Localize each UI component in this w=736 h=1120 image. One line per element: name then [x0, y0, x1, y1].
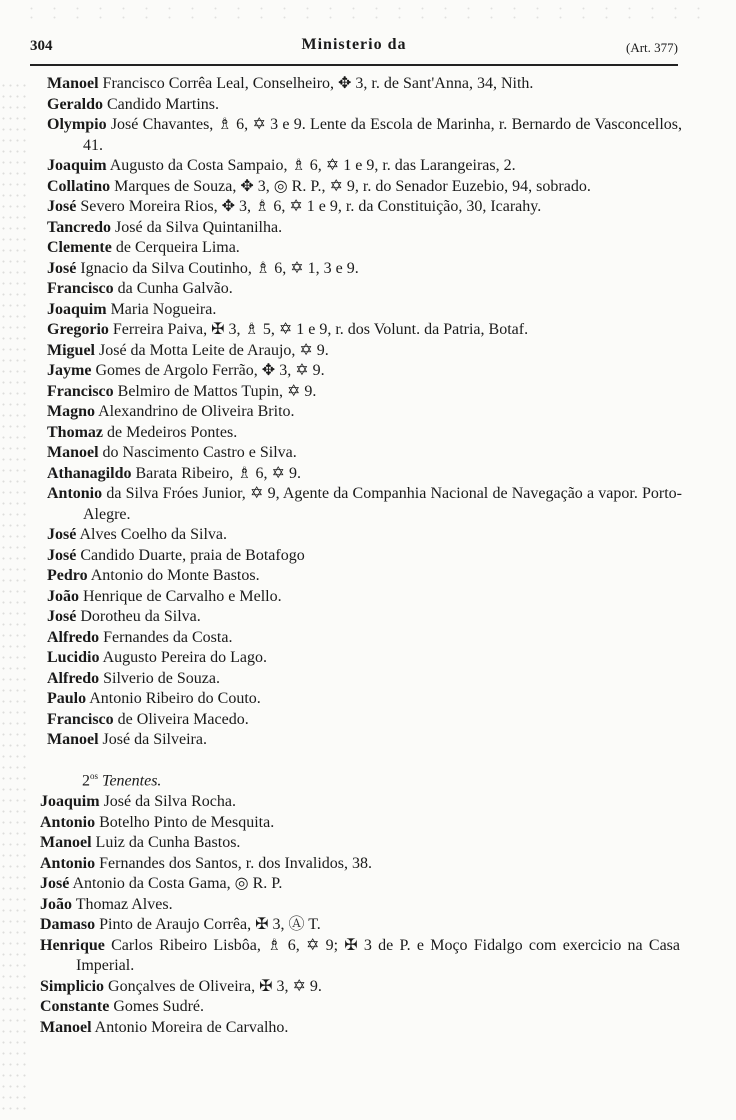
officer-list [47, 74, 682, 751]
entry-name: Alfredo [47, 628, 100, 646]
entry-name: Miguel [47, 341, 95, 359]
entry-text: Gomes Sudré. [109, 998, 204, 1015]
list-item [47, 730, 682, 751]
entry-name: Constante [40, 998, 110, 1015]
second-lieutenants-list [40, 792, 680, 1038]
list-item [47, 484, 682, 525]
entry-text: da Silva Fróes Junior, ✡ 9, Agente da Companhia Nacional de Navegação a vapor. Porto-Alegre. [83, 485, 682, 523]
entry-text: Severo Moreira Rios, ✥ 3, ♗ 6, ✡ 1 e 9, r. da Constituição, 30, Icarahy. [76, 198, 542, 215]
entry-text: Dorotheu da Silva. [76, 608, 201, 625]
list-item [40, 997, 680, 1018]
list-item [40, 792, 680, 813]
entry-name: João [47, 587, 79, 605]
entry-name: Francisco [47, 710, 114, 728]
list-item [47, 689, 682, 710]
entry-name: Lucidio [47, 649, 100, 666]
list-item [47, 443, 682, 464]
list-item [47, 238, 682, 259]
entry-name: Manoel [47, 444, 99, 461]
list-item [40, 1018, 680, 1039]
entry-name: Antonio [40, 813, 96, 831]
running-header [30, 36, 678, 58]
entry-text: Antonio Ribeiro do Couto. [86, 690, 261, 707]
entry-name: Manoel [40, 1018, 92, 1036]
entry-text: Maria Nogueira. [106, 300, 217, 318]
list-item [47, 197, 682, 218]
entry-text: de Oliveira Macedo. [113, 710, 249, 728]
entry-text: José da Silveira. [98, 731, 207, 748]
entry-text: de Medeiros Pontes. [103, 423, 238, 441]
entry-text: Ferreira Paiva, ✠ 3, ♗ 5, ✡ 1 e 9, r. dos Volunt. da Patria, Botaf. [108, 321, 529, 338]
entry-text: Gonçalves de Oliveira, ✠ 3, ✡ 9. [104, 977, 322, 995]
entry-name: José [47, 198, 77, 215]
entry-name: Clemente [47, 239, 112, 256]
entry-name: Paulo [47, 690, 87, 707]
list-item [47, 402, 682, 423]
list-item [47, 218, 682, 239]
entry-name: Thomaz [47, 423, 103, 441]
entry-text: Silverio de Souza. [99, 669, 221, 687]
entry-text: Botelho Pinto de Mesquita. [95, 813, 275, 831]
entry-name: Simplicio [40, 977, 105, 995]
list-item [47, 648, 682, 669]
list-item [40, 854, 680, 875]
entry-text: Barata Ribeiro, ♗ 6, ✡ 9. [131, 464, 301, 482]
entry-text: Marques de Souza, ✥ 3, ◎ R. P., ✡ 9, r. do Senador Euzebio, 94, sobrado. [110, 177, 591, 195]
entry-name: José [47, 259, 77, 277]
entry-text: do Nascimento Castro e Silva. [98, 444, 297, 461]
entry-text: Luiz da Cunha Bastos. [91, 834, 241, 851]
list-item [47, 156, 682, 177]
paper-specks-top [20, 4, 720, 24]
entry-text: Henrique de Carvalho e Mello. [79, 587, 282, 605]
running-title: Ministerio da [301, 36, 407, 53]
list-item [47, 423, 682, 444]
entry-text: da Cunha Galvão. [113, 280, 233, 297]
entry-text: Antonio da Costa Gama, ◎ R. P. [69, 875, 283, 892]
entry-name: Joaquim [47, 157, 107, 174]
list-item [40, 813, 680, 834]
entry-name: José [47, 526, 77, 543]
entry-name: Joaquim [47, 300, 107, 318]
header-rule [30, 64, 678, 66]
entry-text: José da Silva Rocha. [99, 793, 236, 810]
list-item [47, 300, 682, 321]
list-item [47, 115, 682, 156]
entry-name: João [40, 895, 72, 913]
entry-text: Carlos Ribeiro Lisbôa, ♗ 6, ✡ 9; ✠ 3 de P. e Moço Fidalgo com exercicio na Casa Imperial. [76, 936, 680, 974]
entry-text: Alves Coelho da Silva. [76, 526, 227, 543]
entry-name: Olympio [47, 116, 107, 133]
entry-name: Manoel [40, 834, 92, 851]
entry-name: Francisco [47, 382, 114, 400]
entry-name: Geraldo [47, 95, 103, 113]
list-item [47, 566, 682, 587]
entry-name: Magno [47, 403, 95, 420]
list-item [47, 464, 682, 485]
section-ordinal-suffix: os [90, 771, 99, 781]
list-item [40, 936, 680, 977]
entry-text: Candido Duarte, praia de Botafogo [76, 546, 305, 564]
entry-name: Francisco [47, 280, 114, 297]
section-number: 2 [82, 772, 90, 790]
entry-name: Manoel [47, 75, 99, 92]
list-item [47, 177, 682, 198]
list-item [47, 669, 682, 690]
entry-name: José [40, 875, 70, 892]
entry-text: Belmiro de Mattos Tupin, ✡ 9. [113, 382, 317, 400]
list-item [47, 382, 682, 403]
list-item [47, 74, 682, 95]
entry-text: Antonio do Monte Bastos. [87, 567, 260, 584]
entry-text: Ignacio da Silva Coutinho, ♗ 6, ✡ 1, 3 e 9. [76, 259, 359, 277]
list-item [47, 628, 682, 649]
entry-name: Collatino [47, 177, 111, 195]
entry-text: Gomes de Argolo Ferrão, ✥ 3, ✡ 9. [91, 362, 325, 379]
list-item [40, 915, 680, 936]
entry-text: Fernandes dos Santos, r. dos Invalidos, 38. [95, 854, 372, 872]
entry-text: José Chavantes, ♗ 6, ✡ 3 e 9. Lente da Escola de Marinha, r. Bernardo de Vasconcellos, 41. [83, 116, 682, 154]
entry-text: José da Silva Quintanilha. [111, 218, 283, 236]
entry-text: Augusto Pereira do Lago. [99, 649, 267, 666]
list-item [47, 279, 682, 300]
entry-text: Antonio Moreira de Carvalho. [91, 1018, 289, 1036]
list-item [40, 874, 680, 895]
entry-name: José [47, 546, 77, 564]
entry-text: Thomaz Alves. [72, 895, 173, 913]
list-item [40, 833, 680, 854]
entry-name: Tancredo [47, 218, 112, 236]
entry-text: Fernandes da Costa. [99, 628, 233, 646]
section-label: Tenentes. [102, 772, 162, 790]
article-reference: (Art. 377) [626, 40, 678, 55]
entry-name: Manoel [47, 731, 99, 748]
list-item [47, 320, 682, 341]
entry-text: José da Motta Leite de Araujo, ✡ 9. [95, 341, 329, 359]
list-item [47, 587, 682, 608]
list-item [47, 341, 682, 362]
list-item [47, 361, 682, 382]
entry-text: de Cerqueira Lima. [111, 239, 240, 256]
list-item [40, 895, 680, 916]
list-item [40, 977, 680, 998]
entry-name: Alfredo [47, 669, 100, 687]
entry-text: Francisco Corrêa Leal, Conselheiro, ✥ 3, r. de Sant'Anna, 34, Nith. [98, 75, 534, 92]
entry-name: Athanagildo [47, 464, 132, 482]
paper-specks-margin [0, 80, 28, 1110]
entry-name: Henrique [40, 936, 105, 954]
section-heading [82, 766, 161, 791]
entry-name: José [47, 608, 77, 625]
entry-text: Pinto de Araujo Corrêa, ✠ 3, Ⓐ T. [95, 916, 321, 933]
page-number: 304 [30, 38, 53, 54]
entry-name: Antonio [47, 485, 103, 502]
entry-name: Damaso [40, 916, 96, 933]
list-item [47, 259, 682, 280]
entry-name: Joaquim [40, 793, 100, 810]
list-item [47, 607, 682, 628]
entry-name: Antonio [40, 854, 96, 872]
entry-text: Augusto da Costa Sampaio, ♗ 6, ✡ 1 e 9, r. das Larangeiras, 2. [106, 157, 516, 174]
list-item [47, 525, 682, 546]
list-item [47, 546, 682, 567]
list-item [47, 95, 682, 116]
entry-text: Alexandrino de Oliveira Brito. [95, 403, 295, 420]
entry-name: Jayme [47, 362, 92, 379]
list-item [47, 710, 682, 731]
entry-name: Pedro [47, 567, 88, 584]
entry-text: Candido Martins. [103, 95, 219, 113]
entry-name: Gregorio [47, 321, 109, 338]
